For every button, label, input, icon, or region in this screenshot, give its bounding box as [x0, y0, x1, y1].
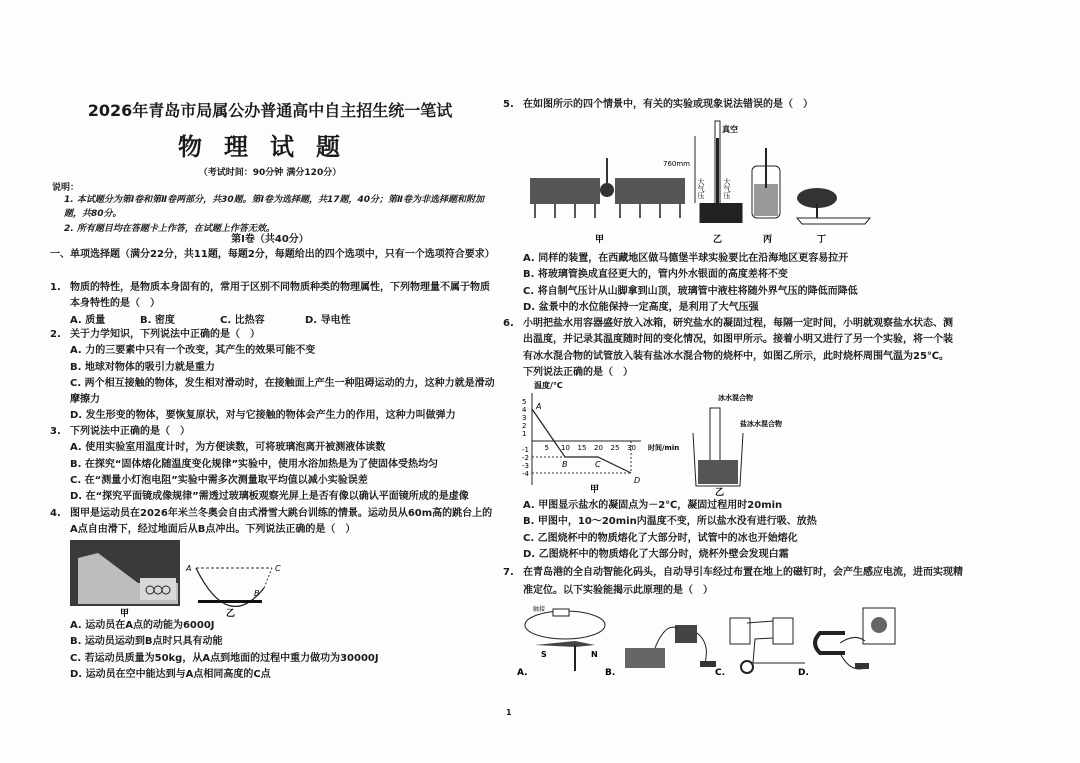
point-c: C [275, 564, 281, 573]
part1-heading: 第Ⅰ卷（共40分） [231, 234, 309, 245]
torricelli-tube [663, 121, 742, 223]
question-number: 4. [50, 508, 61, 519]
wire-label: 触接 [533, 606, 546, 613]
question-number: 1. [50, 282, 61, 293]
y-tick-label: 4 [522, 406, 527, 414]
option-b-label: B. [605, 668, 616, 678]
question-number: 3. [50, 426, 61, 437]
x-tick-label: 20 [594, 444, 603, 452]
question-6 [503, 316, 958, 381]
q5-figure [515, 118, 885, 246]
x-axis-label: 时间/min [648, 444, 680, 452]
instruction-2: 2. 所有题目均在答题卡上作答，在试题上作答无效。 [64, 224, 275, 234]
question-number: 7. [503, 567, 514, 578]
point-label-b: B [562, 460, 568, 469]
option-c: C. 若运动员质量为50kg，从A点到地面的过程中重力做功为30000J [70, 652, 379, 664]
pole-s: S [541, 650, 547, 659]
question-stem: 小明把盐水用容器盛好放入冰箱，研究盐水的凝固过程，每隔一定时间，小明就观察盐水状态、测出温度，并记录其温度随时间的变化情况，如图甲所示。接着小明又进行了另一个实验，将一个装有冰水混合物的试管放入装有盐冰水混合物的烧杯中，如图乙所示，此时烧杯周围气温为25℃。下列说法正确的是（ ） [523, 318, 953, 378]
caption-yi: 乙 [226, 609, 236, 618]
option-a: A. 甲图显示盐水的凝固点为－2℃，凝固过程用时20min [523, 500, 783, 511]
option-a: A. 运动员在A点的动能为6000J [70, 620, 215, 631]
instruction-1: 1. 本试题分为第Ⅰ卷和第Ⅱ卷两部分，共30题。第Ⅰ卷为选择题，共17题，40分；第Ⅱ卷为非选择题和附加题，共80分。 [64, 195, 484, 219]
option-d: D. 发生形变的物体，要恢复原状，对与它接触的物体会产生力的作用，这种力叫做弹力 [70, 410, 456, 422]
question-1 [50, 280, 495, 329]
question-2 [50, 327, 495, 425]
x-tick-label: 30 [627, 444, 636, 452]
option-a-label: A. [517, 668, 528, 678]
option-d: D. 乙图烧杯中的物质熔化了大部分时，烧杯外壁会发现白霜 [523, 548, 789, 560]
question-3 [50, 424, 495, 505]
x-tick-label: 10 [561, 444, 570, 452]
q7-figure [515, 603, 905, 683]
atm-label-left: 大气压 [697, 178, 705, 199]
question-number: 2. [50, 329, 61, 340]
caption-yi: 乙 [715, 488, 725, 496]
option-c: C. 将自制气压计从山脚拿到山顶，玻璃管中液柱将随外界气压的降低而降低 [523, 285, 858, 297]
bonsai [797, 188, 870, 224]
x-tick-label: 15 [577, 444, 587, 452]
option-a: A. 使用实验室用温度计时，为方便读数，可将玻璃泡离开被测液体读数 [70, 442, 386, 454]
q4-figure [68, 538, 288, 618]
induction-experiment [815, 608, 895, 669]
point-label-d: D [634, 476, 641, 485]
beaker-setup [693, 393, 782, 486]
y-tick-label: -1 [522, 446, 529, 454]
option-c: C. 在“测量小灯泡电阻”实验中需多次测量取平均值以减小实验误差 [70, 474, 368, 486]
x-tick-label: 25 [610, 444, 620, 452]
y-tick-label: 2 [522, 422, 527, 430]
y-tick-label: 5 [522, 398, 527, 406]
question-stem: 下列说法中正确的是（ ） [70, 426, 190, 437]
point-label-a: A [536, 402, 542, 411]
oersted-experiment [525, 605, 605, 671]
height-label: 760mm [663, 160, 690, 168]
question-number: 6. [503, 318, 514, 329]
caption-jia: 甲 [595, 235, 605, 245]
caption-yi: 乙 [713, 235, 723, 245]
question-6-options [503, 498, 973, 563]
vacuum-label: 真空 [722, 125, 738, 134]
point-label-c: C [595, 460, 601, 469]
option-c-label: C. [715, 668, 726, 678]
y-tick-label: -2 [522, 454, 529, 462]
atm-label-right: 大气压 [723, 178, 731, 199]
question-stem: 关于力学知识，下列说法中正确的是（ ） [70, 329, 260, 340]
q6-figure [510, 378, 800, 496]
question-5-options [503, 251, 973, 316]
caption-jia: 甲 [590, 485, 600, 495]
option-a: A. 同样的装置，在西藏地区做马德堡半球实验要比在沿海地区更容易拉开 [523, 253, 849, 264]
option-d: D. 导电性 [305, 314, 351, 326]
subject-title: 物理试题 [178, 133, 362, 161]
section-heading: 一、单项选择题（满分22分，共11题，每题2分，每题给出的四个选项中，只有一个选项符合要求） [50, 249, 495, 260]
y-tick-label: -3 [522, 462, 529, 470]
beaker-label: 盐冰水混合物 [740, 420, 782, 428]
option-d: D. 在“探究平面镜成像规律”需透过玻璃板观察光屏上是否有像以确认平面镜所成的是虚像 [70, 491, 469, 503]
question-stem: 在青岛港的全自动智能化码头，自动导引车经过布置在地上的磁钉时，会产生感应电流，进而实现精准定位。以下实验能揭示此原理的是（ ） [523, 567, 963, 596]
tube-label: 冰水混合物 [718, 394, 753, 402]
point-b: B [254, 589, 260, 598]
point-a: A [186, 564, 192, 573]
y-tick-label: 1 [522, 430, 527, 438]
question-number: 5. [503, 99, 514, 110]
y-axis-label: 温度/℃ [534, 381, 563, 390]
caption-jia: 甲 [120, 609, 130, 618]
question-7 [503, 564, 963, 600]
question-4-options [50, 618, 495, 683]
instructions-label: 说明： [52, 183, 80, 193]
option-c: C. 乙图烧杯中的物质熔化了大部分时，试管中的冰也开始熔化 [523, 532, 798, 544]
exam-info: （考试时间：90分钟 满分120分） [198, 168, 342, 178]
exam-title: 2026年青岛市局属公办普通高中自主招生统一笔试 [87, 101, 453, 120]
option-b: B. 密度 [140, 314, 175, 326]
generator-coil-experiment [730, 618, 805, 673]
motor-experiment [625, 625, 716, 668]
homemade-barometer [752, 148, 780, 218]
option-b: B. 地球对物体的吸引力就是重力 [70, 361, 215, 373]
option-c: C. 比热容 [220, 314, 265, 326]
option-b: B. 甲图中，10～20min内温度不变，所以盐水没有进行吸、放热 [523, 516, 817, 528]
question-4 [50, 506, 495, 539]
option-d: D. 盆景中的水位能保持一定高度，是利用了大气压强 [523, 301, 759, 313]
y-tick-label: 3 [522, 414, 527, 422]
question-stem: 在如图所示的四个情景中，有关的实验或现象说法错误的是（ ） [523, 99, 813, 110]
caption-bing: 丙 [763, 235, 773, 245]
question-stem: 图甲是运动员在2026年米兰冬奥会自由式滑雪大跳台训练的情景。运动员从60m高的跳台上的A点自由滑下，经过地面后从B点冲出。下列说法正确的是（ ） [70, 508, 493, 536]
option-a: A. 力的三要素中只有一个改变，其产生的效果可能不变 [70, 345, 316, 357]
caption-ding: 丁 [817, 235, 827, 245]
option-a: A. 质量 [70, 314, 106, 326]
pole-n: N [591, 650, 598, 659]
option-b: B. 将玻璃管换成直径更大的，管内外水银面的高度差将不变 [523, 269, 788, 281]
option-d-label: D. [798, 668, 809, 678]
option-d: D. 运动员在空中能达到与A点相同高度的C点 [70, 668, 271, 680]
option-b: B. 运动员运动到B点时只具有动能 [70, 636, 223, 648]
option-b: B. 在探究“固体熔化随温度变化规律”实验中，使用水浴加热是为了使固体受热均匀 [70, 458, 439, 470]
page-number: 1 [506, 708, 512, 717]
x-tick-label: 5 [544, 444, 549, 452]
question-5 [503, 97, 973, 113]
option-c: C. 两个相互接触的物体，发生相对滑动时，在接触面上产生一种阻碍运动的力，这种力就是滑动摩擦力 [70, 377, 495, 406]
y-tick-label: -4 [522, 470, 529, 478]
magdeburg-horses [530, 158, 685, 218]
question-stem: 物质的特性，是物质本身固有的，常用于区别不同物质种类的物理属性，下列物理量不属于物质本身特性的是（ ） [70, 282, 490, 310]
